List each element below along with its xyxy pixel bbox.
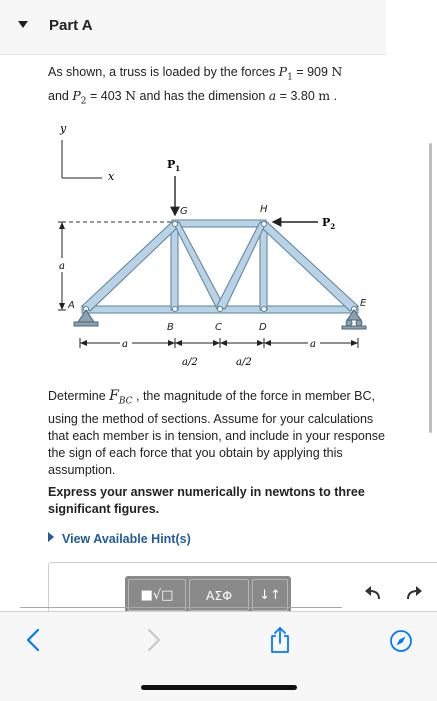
dim-left-label: a: [122, 339, 128, 350]
node-g-label: G: [180, 206, 188, 217]
part-header[interactable]: [0, 0, 386, 55]
dim-half-right-label: a/2: [236, 357, 252, 368]
axis-y-label: y: [60, 122, 67, 135]
svg-text:P2: $P_2$: [322, 216, 336, 231]
redo-icon[interactable]: [405, 586, 423, 602]
question-text: Determine $F_{BC}$ , the magnitude of the force in member BC, using the method of sections. Assume for your calculations that each member is in tension, and include in your response the sign of each force that you obtain by applying this assumption.: [48, 388, 385, 477]
expand-caret-icon: [48, 532, 54, 542]
part-title: Part A: [49, 17, 93, 34]
templates-button[interactable]: ■√□: [128, 579, 186, 611]
node-h-label: H: [260, 204, 268, 215]
node-b-label: B: [167, 322, 174, 333]
axis-x-label: x: [108, 170, 115, 183]
dim-right-label: a: [310, 339, 316, 350]
node-c-label: C: [215, 322, 222, 333]
truss-figure: [40, 118, 380, 373]
load-p2-arrow: [273, 216, 335, 231]
problem-statement: As shown, a truss is loaded by the forces $P_1 = 909$ N and $P_2 = 403$ N and has the dimension a = 3.80 m .: [48, 64, 343, 106]
vector-sort-button[interactable]: ↓↑: [252, 579, 288, 611]
chevron-right-icon[interactable]: [146, 628, 162, 652]
vertical-scrollbar[interactable]: [429, 143, 432, 433]
load-p1-arrow: [167, 158, 180, 215]
svg-text:P1: $P_1$: [167, 158, 181, 173]
node-a-label: A: [68, 300, 75, 311]
svg-text:a: a: [59, 261, 65, 272]
node-d-label: D: [259, 322, 267, 333]
chevron-left-icon[interactable]: [25, 628, 41, 652]
compass-icon[interactable]: [389, 629, 413, 653]
toolbar-divider: [20, 607, 342, 608]
share-icon[interactable]: [269, 626, 291, 654]
node-e-label: E: [360, 298, 367, 309]
collapse-caret-icon[interactable]: [18, 21, 28, 28]
height-dimension: [56, 222, 68, 310]
truss-members: [82, 220, 358, 313]
dim-half-left-label: a/2: [182, 357, 198, 368]
home-indicator: [141, 685, 297, 690]
coordinate-axes: [59, 122, 115, 183]
answer-instruction: Express your answer numerically in newtons to three significant figures.: [48, 485, 365, 516]
view-hints-link[interactable]: View Available Hint(s): [48, 532, 191, 546]
symbols-button[interactable]: AΣΦ: [189, 579, 249, 611]
undo-icon[interactable]: [364, 586, 382, 602]
